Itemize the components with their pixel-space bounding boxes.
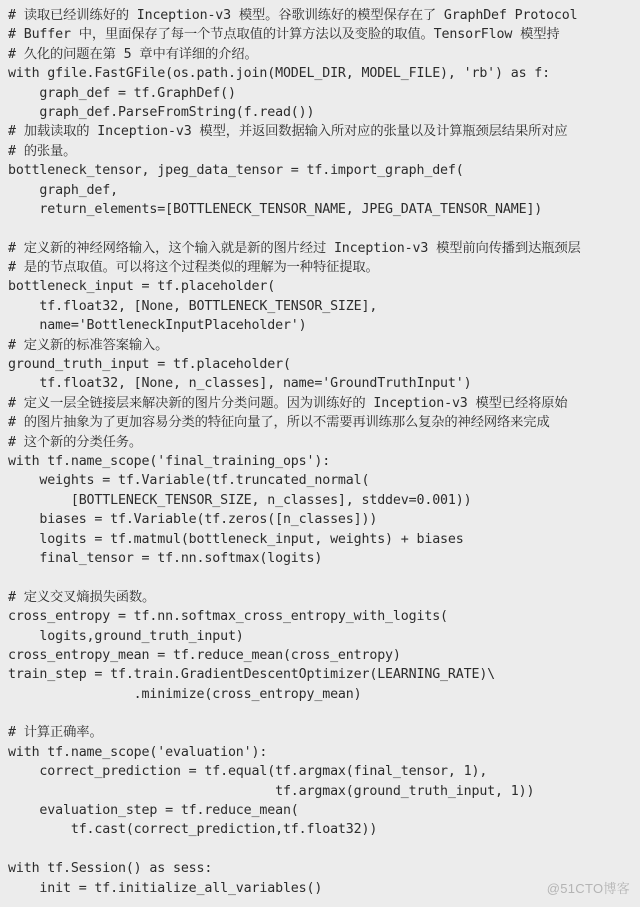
- comment-line: # Buffer 中，里面保存了每一个节点取值的计算方法以及变脸的取值。TensorFlow 模型持: [8, 27, 560, 43]
- code-line: with tf.name_scope('evaluation'):: [8, 744, 268, 760]
- comment-line: # 是的节点取值。可以将这个过程类似的理解为一种特征提取。: [8, 260, 379, 276]
- code-line: bottleneck_input = tf.placeholder(: [8, 279, 276, 295]
- code-line: ground_truth_input = tf.placeholder(: [8, 357, 291, 373]
- code-line: evaluation_step = tf.reduce_mean(: [8, 803, 299, 819]
- comment-line: # 这个新的分类任务。: [8, 434, 143, 450]
- comment-line: # 定义交叉熵损失函数。: [8, 589, 156, 605]
- code-line: cross_entropy = tf.nn.softmax_cross_entropy_with_logits(: [8, 609, 448, 625]
- code-line: bottleneck_tensor, jpeg_data_tensor = tf.import_graph_def(: [8, 163, 464, 179]
- code-line: graph_def,: [8, 182, 118, 198]
- code-line: tf.float32, [None, BOTTLENECK_TENSOR_SIZE],: [8, 298, 378, 314]
- code-line: [BOTTLENECK_TENSOR_SIZE, n_classes], stddev=0.001)): [8, 492, 472, 508]
- comment-line: # 定义一层全链接层来解决新的图片分类问题。因为训练好的 Inception-v3 模型已经将原始: [8, 395, 568, 411]
- code-line: init = tf.initialize_all_variables(): [8, 880, 323, 896]
- blank-line: [8, 568, 636, 587]
- code-line: tf.cast(correct_prediction,tf.float32)): [8, 822, 378, 838]
- comment-line: # 读取已经训练好的 Inception-v3 模型。谷歌训练好的模型保存在了 GraphDef Protocol: [8, 8, 578, 23]
- watermark: @51CTO博客: [546, 881, 630, 896]
- code-line: logits,ground_truth_input): [8, 628, 244, 644]
- blank-line: [8, 219, 636, 238]
- code-line: with gfile.FastGFile(os.path.join(MODEL_DIR, MODEL_FILE), 'rb') as f:: [8, 66, 551, 82]
- code-line: graph_def.ParseFromString(f.read()): [8, 104, 315, 120]
- comment-line: # 加载读取的 Inception-v3 模型，并返回数据输入所对应的张量以及计算瓶颈层结果所对应: [8, 124, 568, 140]
- blank-line: [8, 840, 636, 859]
- code-line: return_elements=[BOTTLENECK_TENSOR_NAME, JPEG_DATA_TENSOR_NAME]): [8, 201, 543, 217]
- comment-line: # 定义新的神经网络输入，这个输入就是新的图片经过 Inception-v3 模型前向传播到达瓶颈层: [8, 240, 581, 256]
- code-line: tf.argmax(ground_truth_input, 1)): [8, 783, 535, 799]
- comment-line: # 的张量。: [8, 143, 77, 159]
- code-line: with tf.Session() as sess:: [8, 861, 213, 877]
- comment-line: # 计算正确率。: [8, 725, 103, 741]
- code-line: graph_def = tf.GraphDef(): [8, 85, 236, 101]
- code-block: [8, 6, 636, 898]
- code-line: cross_entropy_mean = tf.reduce_mean(cross_entropy): [8, 647, 401, 663]
- code-line: final_tensor = tf.nn.softmax(logits): [8, 550, 323, 566]
- code-line: logits = tf.matmul(bottleneck_input, weights) + biases: [8, 531, 464, 547]
- comment-line: # 的图片抽象为了更加容易分类的特征向量了，所以不需要再训练那么复杂的神经网络来完成: [8, 415, 550, 431]
- code-line: name='BottleneckInputPlaceholder'): [8, 318, 307, 334]
- blank-line: [8, 704, 636, 723]
- comment-line: # 久化的问题在第 5 章中有详细的介绍。: [8, 46, 258, 62]
- code-line: .minimize(cross_entropy_mean): [8, 686, 362, 702]
- comment-line: # 定义新的标准答案输入。: [8, 337, 169, 353]
- code-line: with tf.name_scope('final_training_ops'):: [8, 453, 331, 469]
- code-line: biases = tf.Variable(tf.zeros([n_classes])): [8, 512, 378, 528]
- code-line: correct_prediction = tf.equal(tf.argmax(final_tensor, 1),: [8, 764, 488, 780]
- code-line: weights = tf.Variable(tf.truncated_normal(: [8, 473, 370, 489]
- code-line: tf.float32, [None, n_classes], name='GroundTruthInput'): [8, 376, 472, 392]
- code-line: train_step = tf.train.GradientDescentOptimizer(LEARNING_RATE)\: [8, 667, 496, 683]
